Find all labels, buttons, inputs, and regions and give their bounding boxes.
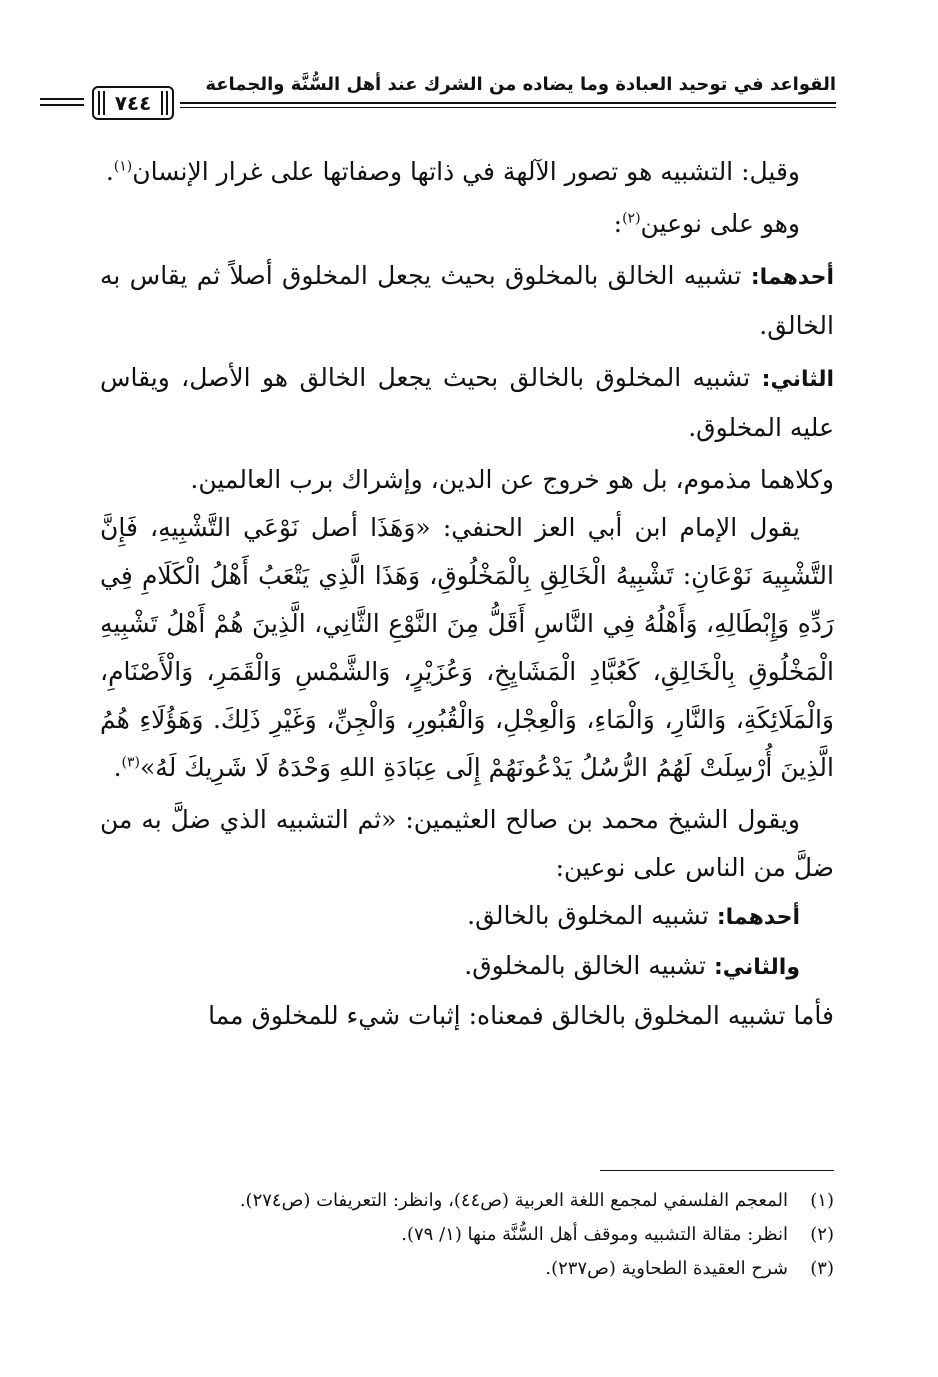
footnote-number: (٣) [810, 1258, 834, 1279]
running-header-title: القواعد في توحيد العبادة وما يضاده من الشرك عند أهل السُّنَّة والجماعة [205, 74, 836, 95]
paragraph-definition [100, 148, 834, 196]
paragraph-text: فأما تشبيه المخلوق بالخالق فمعناه: إثبات شيء للمخلوق مما [208, 1001, 834, 1030]
footnote-number: (١) [810, 1190, 834, 1211]
paragraph-text: تشبيه الخالق بالمخلوق بحيث يجعل المخلوق أصلاً ثم يقاس به الخالق. [100, 261, 834, 340]
bold-lead: الثاني: [761, 367, 834, 392]
paragraph-first-type [100, 252, 834, 350]
footnote-text: شرح العقيدة الطحاوية (ص٢٣٧). [545, 1258, 788, 1279]
bold-lead: والثاني: [713, 955, 800, 980]
footnote-number: (٢) [810, 1224, 834, 1245]
footnote-text: انظر: مقالة التشبيه وموقف أهل السُّنَّة منها (١/ ٧٩). [401, 1224, 788, 1245]
paragraph-quote-ibn-abi-al-izz [100, 504, 834, 792]
paragraph-text: يقول الإمام ابن أبي العز الحنفي: «وَهَذَا أصل نَوْعَي التَّشْبِيهِ، فَإِنَّ التَّشْبِيهَ نَوْعَانِ: تَشْبِيهُ الْخَالِقِ بِالْمَخْلُوقِ، وَهَذَا الَّذِي يَتْعَبُ أَهْلُ الْكَلَامِ فِي رَدِّهِ وَإِبْطَالِهِ، وَأَهْلُهُ فِي النَّاسِ أَقَلُّ مِنَ النَّوْعِ الثَّانِي، الَّذِينَ هُمْ أَهْلُ تَشْبِيهِ الْمَخْلُوقِ بِالْخَالِقِ، كَعُبَّادِ الْمَشَايِخِ، وَعُزَيْرٍ، وَالشَّمْسِ وَالْقَمَرِ، وَالْأَصْنَامِ، وَالْمَلَائِكَةِ، وَالنَّارِ، وَالْمَاءِ، وَالْعِجْلِ، وَالْقُبُورِ، وَالْجِنِّ، وَغَيْرِ ذَلِكَ. وَهَؤُلَاءِ هُمُ الَّذِينَ أُرْسِلَتْ لَهُمُ الرُّسُلُ يَدْعُونَهُمْ إِلَى عِبَادَةِ اللهِ وَحْدَهُ لَا شَرِيكَ لَهُ» [100, 513, 834, 782]
bold-lead: أحدهما: [716, 905, 800, 930]
paragraph-text: وقيل: التشبيه هو تصور الآلهة في ذاتها وصفاتها على غرار الإنسان [132, 157, 800, 186]
header-rule [180, 102, 836, 104]
paragraph-first-kind [100, 892, 834, 942]
paragraph-text: تشبيه المخلوق بالخالق. [467, 901, 709, 930]
paragraph-text: تشبيه المخلوق بالخالق بحيث يجعل الخالق هو الأصل، ويقاس عليه المخلوق. [100, 363, 834, 442]
paragraph-text: وهو على نوعين [640, 209, 800, 238]
punctuation: . [105, 157, 114, 186]
paragraph-text: ويقول الشيخ محمد بن صالح العثيمين: «ثم التشبيه الذي ضلَّ به من ضلَّ من الناس على نوعين: [100, 805, 834, 882]
footnote-text: المعجم الفلسفي لمجمع اللغة العربية (ص٤٤)، وانظر: التعريفات (ص٢٧٤). [239, 1190, 788, 1211]
footnote-separator [600, 1170, 834, 1171]
paragraph-second-type [100, 354, 834, 452]
page-number: ٧٤٤ [114, 91, 152, 115]
paragraph-continuation [100, 992, 834, 1040]
footnote [100, 1184, 834, 1218]
punctuation: . [113, 753, 122, 782]
footnote [100, 1252, 834, 1286]
header-rule-thin [180, 107, 836, 108]
footnote-ref: (٢) [622, 210, 641, 227]
paragraph-both-condemned [100, 456, 834, 504]
footnote-ref: (٣) [121, 754, 141, 771]
header-ornament-line [40, 104, 84, 106]
paragraph-text: تشبيه الخالق بالمخلوق. [464, 951, 706, 980]
footnote-ref: (١) [113, 158, 133, 175]
paragraph-quote-uthaymeen [100, 796, 834, 892]
running-header [40, 74, 836, 126]
footnotes [100, 1184, 834, 1286]
punctuation: : [613, 209, 623, 238]
footnote [100, 1218, 834, 1252]
paragraph-second-kind [100, 942, 834, 992]
page-number-frame [92, 86, 174, 120]
bold-lead: أحدهما: [750, 265, 834, 290]
header-ornament-line [40, 98, 84, 100]
main-text [100, 148, 834, 1040]
paragraph-types-intro [100, 200, 834, 248]
paragraph-text: وكلاهما مذموم، بل هو خروج عن الدين، وإشراك برب العالمين. [190, 465, 834, 494]
